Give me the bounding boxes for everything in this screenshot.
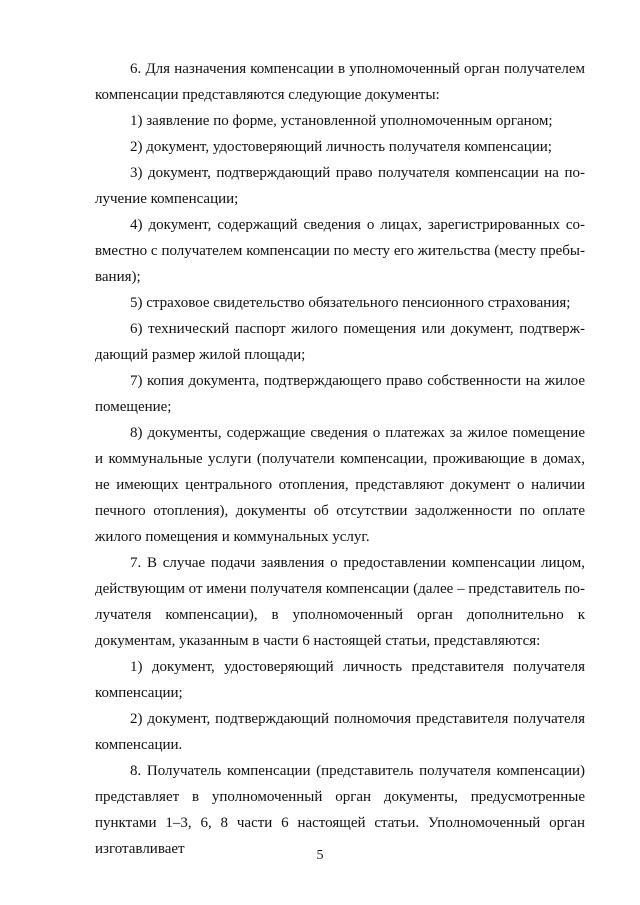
page-number: 5 — [316, 848, 324, 863]
list-item-6-3: 3) документ, подтверждающий право получателя компенсации на получение компенсации; — [95, 165, 585, 207]
list-item-7-2: 2) документ, подтверждающий полномочия представителя получателя компенсации. — [95, 711, 585, 753]
paragraph-6: 6. Для назначения компенсации в уполномоченный орган получателем компенсации представляются следующие документы: — [95, 61, 585, 103]
paragraph-7: 7. В случае подачи заявления о предоставлении компенсации лицом, действующим от имени получателя компенсации (далее – представитель получателя компенсации), в уполномоченный орган дополнительно к документам, указанным в части 6 настоящей статьи, представляются: — [95, 555, 585, 649]
list-item-7-1: 1) документ, удостоверяющий личность представителя получателя компенсации; — [95, 659, 585, 701]
list-item-6-2: 2) документ, удостоверяющий личность получателя компенсации; — [130, 139, 552, 155]
document-body — [95, 56, 585, 862]
list-item-6-7: 7) копия документа, подтверждающего право собственности на жилое помещение; — [95, 373, 585, 415]
paragraph-8: 8. Получатель компенсации (представитель получателя компенсации) представляет в уполномоченный орган документы, предусмотренные пунктами 1–3, 6, 8 части 6 настоящей статьи. Уполномоченный орган изготавливает — [95, 763, 585, 857]
list-item-6-8: 8) документы, содержащие сведения о платежах за жилое помещение и коммунальные услуги (получатели компенсации, проживающие в домах, не имеющих центрального отопления, представляют документ о наличии печного отопления), документы об отсутствии задолженности по оплате жилого помещения и коммунальных услуг. — [95, 425, 585, 545]
list-item-6-5: 5) страховое свидетельство обязательного пенсионного страхования; — [130, 295, 571, 311]
list-item-6-6: 6) технический паспорт жилого помещения или документ, подтверждающий размер жилой площади; — [95, 321, 585, 363]
list-item-6-1: 1) заявление по форме, установленной уполномоченным органом; — [130, 113, 553, 129]
list-item-6-4: 4) документ, содержащий сведения о лицах, зарегистрированных совместно с получателем компенсации по месту его жительства (месту пребывания); — [95, 217, 585, 285]
